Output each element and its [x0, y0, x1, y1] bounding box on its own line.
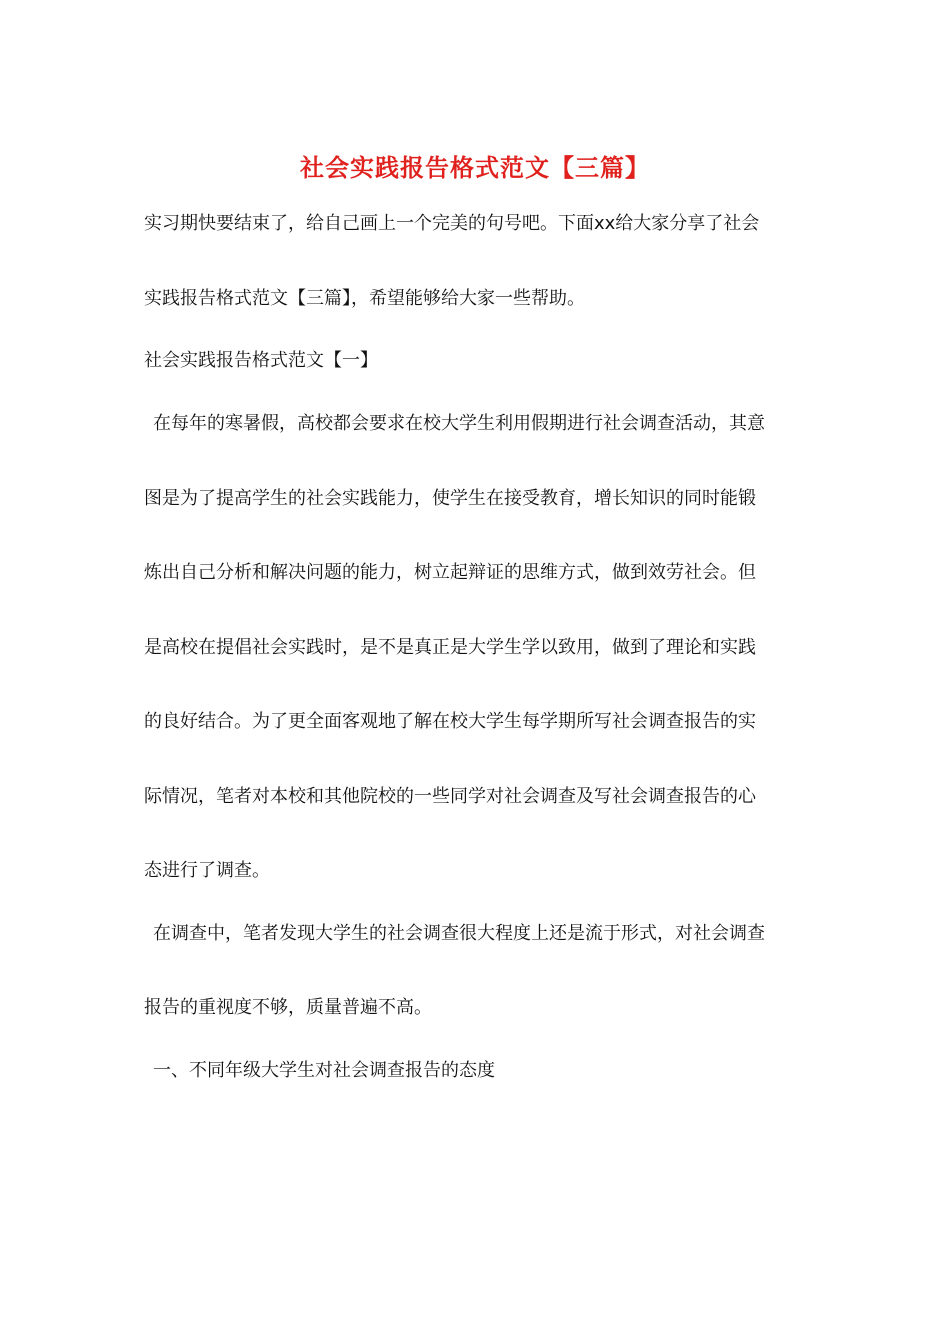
paragraph-2-line-2: 报告的重视度不够，质量普遍不高。 [144, 997, 432, 1018]
section-heading-1: 社会实践报告格式范文【一】 [144, 350, 378, 371]
paragraph-1-line-1: 在每年的寒暑假，高校都会要求在校大学生利用假期进行社会调查活动，其意 [153, 413, 765, 434]
paragraph-1-line-6: 际情况，笔者对本校和其他院校的一些同学对社会调查及写社会调查报告的心 [144, 786, 756, 807]
subsection-heading-1: 一、不同年级大学生对社会调查报告的态度 [153, 1060, 495, 1081]
document-title: 社会实践报告格式范文【三篇】 [300, 153, 650, 182]
paragraph-2-line-1: 在调查中，笔者发现大学生的社会调查很大程度上还是流于形式，对社会调查 [153, 923, 765, 944]
paragraph-1-line-3: 炼出自己分析和解决问题的能力，树立起辩证的思维方式，做到效劳社会。但 [144, 562, 756, 583]
intro-line-2: 实践报告格式范文【三篇】，希望能够给大家一些帮助。 [144, 288, 585, 309]
paragraph-1-line-4: 是高校在提倡社会实践时，是不是真正是大学生学以致用，做到了理论和实践 [144, 637, 756, 658]
paragraph-1-line-2: 图是为了提高学生的社会实践能力，使学生在接受教育，增长知识的同时能锻 [144, 488, 756, 509]
intro-line-1: 实习期快要结束了，给自己画上一个完美的句号吧。下面xx给大家分享了社会 [144, 213, 760, 234]
paragraph-1-line-7: 态进行了调查。 [144, 860, 270, 881]
paragraph-1-line-5: 的良好结合。为了更全面客观地了解在校大学生每学期所写社会调查报告的实 [144, 711, 756, 732]
